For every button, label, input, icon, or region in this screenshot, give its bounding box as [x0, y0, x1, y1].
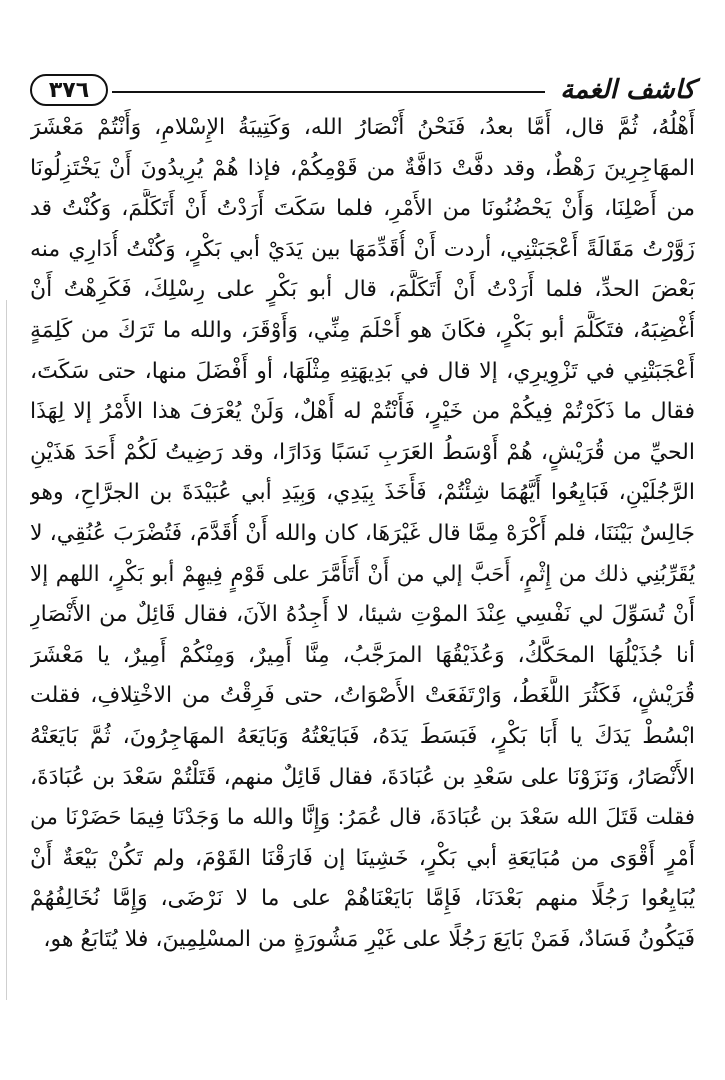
- text-line: جَالِسٌ بَيْنَنَا، فلم أَكْرَهْ مِمَّا قال غَيْرَهَا، كان والله أَنْ أُقَدَّمَ، فَتُضْرَبَ عُنُقِي، لا: [30, 520, 695, 546]
- text-line: الحيِّ من قُرَيْشٍ، هُمْ أَوْسَطُ العَرَبِ نَسَبًا وَدَارًا، وقد رَضِيتُ لَكُمْ أَحَدَ هَذَيْنِ: [30, 439, 695, 465]
- body-text: [30, 108, 695, 960]
- text-line: المهَاجِرِينَ رَهْطٌ، وقد دفَّتْ دَافَّةٌ من قَوْمِكُمْ، فإذا هُمْ يُرِيدُونَ أَنْ يَخْتَزِلُونَا: [30, 155, 695, 181]
- text-line: الأَنْصَارُ، وَنَزَوْنَا على سَعْدِ بن عُبَادَةَ، فقال قَائِلٌ منهم، قَتَلْتُمْ سَعْدَ بن عُبَادَةَ،: [30, 764, 695, 790]
- text-line: أنا جُذَيْلُهَا المحَكَّكُ، وَعُذَيْقُهَا المرَجَّبُ، مِنَّا أَمِيرٌ، وَمِنْكُمْ أَمِيرٌ، يا مَعْشَرَ: [30, 642, 695, 668]
- text-line: الرَّجُلَيْنِ، فَبَايِعُوا أَيَّهُمَا شِئْتُمْ، فَأَخَذَ بِيَدِي، وَبِيَدِ أبي عُبَيْدَةَ بن الجرَّاحِ، وهو: [30, 480, 695, 506]
- text-line: أَمْرٍ أَقْوَى من مُبَايَعَةِ أبي بَكْرٍ، خَشِينَا إن فَارَقْنَا القَوْمَ، ولم تَكُنْ بَيْعَةٌ أَنْ: [30, 845, 695, 871]
- text-line: أَنْ تُسَوِّلَ لي نَفْسِي عِنْدَ الموْتِ شيئا، لا أَجِدُهُ الآنَ، فقال قَائِلٌ من الأَنْصَارِ: [30, 602, 695, 628]
- text-line: فَيَكُونُ فَسَادٌ، فَمَنْ بَايَعَ رَجُلًا على غَيْرِ مَشُورَةٍ من المسْلِمِينَ، فلا يُتَابَعُ هو،: [43, 926, 695, 952]
- text-line: بَعْضَ الحدِّ، فلما أَرَدْتُ أَنْ أَتَكَلَّمَ، قال أبو بَكْرٍ على رِسْلِكَ، فَكَرِهْتُ أَنْ: [30, 277, 695, 303]
- text-line: زَوَّرْتُ مَقَالَةً أَعْجَبَتْنِي، أردت أَنْ أُقَدِّمَهَا بين يَدَيْ أبي بَكْرٍ، وَكُنْتُ أُدَارِي منه: [30, 236, 695, 262]
- text-line: فقال ما ذَكَرْتُمْ فِيكُمْ من خَيْرٍ، فَأَنْتُمْ له أَهْلٌ، وَلَنْ يُعْرَفَ هذا الأَمْرُ إلا لِهَذَا: [30, 399, 695, 425]
- text-line: قُرَيْشٍ، فَكَثُرَ اللَّغَطُ، وَارْتَفَعَتْ الأَصْوَاتُ، حتى فَرِقْتُ من الاخْتِلافِ، فقلت: [30, 683, 695, 709]
- text-line: أَهْلُهُ، ثُمَّ قال، أَمَّا بعدُ، فَنَحْنُ أَنْصَارُ الله، وَكَتِيبَةُ الإِسْلامِ، وَأَنْتُمْ مَعْشَرَ: [30, 115, 695, 140]
- book-title: كاشف الغمة: [560, 75, 695, 105]
- page-number: ٣٧٦: [30, 74, 108, 106]
- text-line: أَعْجَبَتْنِي في تَزْوِيرِي، إلا قال في بَدِيهَتِهِ مِثْلَهَا، أو أَفْضَلَ منها، حتى سَكَتَ،: [30, 358, 695, 384]
- text-line: ابْسُطْ يَدَكَ يا أَبَا بَكْرٍ، فَبَسَطَ يَدَهُ، فَبَايَعْتُهُ وَبَايَعَهُ المهَاجِرُونَ، ثُمَّ بَايَعَتْهُ: [30, 723, 695, 749]
- text-line: يُقَرِّبُنِي ذلك من إِثْمٍ، أَحَبَّ إلي من أَنْ أَتَأَمَّرَ على قَوْمٍ فِيهِمْ أبو بَكْرٍ، اللهم إلا: [30, 561, 695, 587]
- text-line: فقلت قَتَلَ الله سَعْدَ بن عُبَادَةَ، قال عُمَرُ: وَإِنَّا والله ما وَجَدْنَا فِيمَا حَضَرْنَا من: [30, 805, 695, 831]
- text-line: أُغْضِبَهُ، فتَكَلَّمَ أبو بَكْرٍ، فكَانَ هو أَحْلَمَ مِنِّي، وَأَوْقَرَ، والله ما تَرَكَ من كَلِمَةٍ: [30, 317, 695, 343]
- header-divider: [112, 91, 545, 93]
- text-line: من أَصْلِنَا، وَأَنْ يَحْضُنُونَا من الأَمْرِ، فلما سَكَتَ أَرَدْتُ أَنْ أَتَكَلَّمَ، وَكُنْتُ قد: [30, 196, 695, 222]
- page-header: [30, 70, 695, 110]
- page-edge-shadow: [6, 300, 8, 1000]
- text-line: يُبَايِعُوا رَجُلًا منهم بَعْدَنَا، فَإِمَّا بَايَعْنَاهُمْ على ما لا نَرْضَى، وَإِمَّا نُخَالِفُهُمْ: [30, 886, 695, 912]
